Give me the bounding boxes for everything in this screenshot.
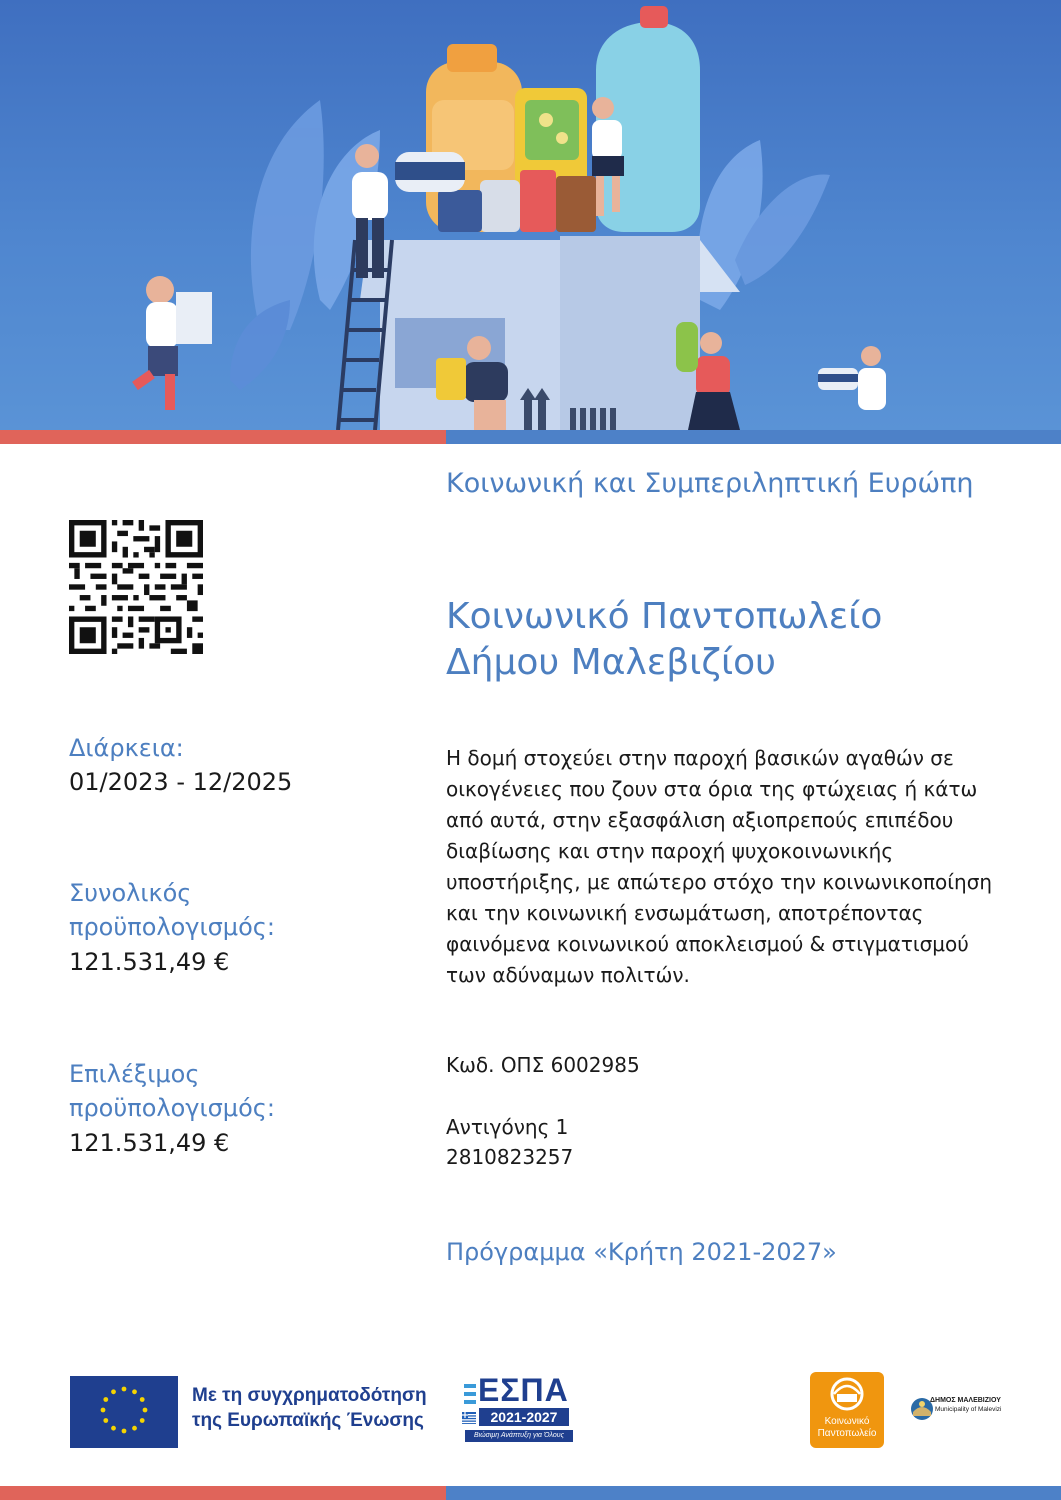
program-name: Πρόγραμμα «Κρήτη 2021-2027» xyxy=(446,1238,837,1266)
main-title-line2: Δήμου Μαλεβιζίου xyxy=(446,642,776,683)
main-title xyxy=(446,594,1046,686)
greek-flag-icon xyxy=(462,1412,476,1424)
espa-logo-title: ΕΣΠΑ xyxy=(478,1372,569,1408)
eu-cofunding-text xyxy=(192,1383,427,1433)
social-grocery-logo-text xyxy=(810,1416,884,1440)
eu-text-line2: της Ευρωπαϊκής Ένωσης xyxy=(192,1410,424,1431)
top-band-blue xyxy=(446,430,1061,444)
duration-label: Διάρκεια: xyxy=(69,734,184,762)
total-budget-label-line2: προϋπολογισμός: xyxy=(69,913,275,941)
store-logo-line2: Παντοπωλείο xyxy=(817,1428,877,1439)
eligible-budget-label-line2: προϋπολογισμός: xyxy=(69,1094,275,1122)
qr-code[interactable] xyxy=(69,520,203,654)
food-donation-illustration xyxy=(0,0,1061,430)
eligible-budget-label-line1: Επιλέξιμος xyxy=(69,1060,200,1088)
ops-code: Κωδ. ΟΠΣ 6002985 xyxy=(446,1053,640,1077)
phone-number[interactable]: 2810823257 xyxy=(446,1145,574,1169)
total-budget-label-line1: Συνολικός xyxy=(69,879,192,907)
espa-years: 2021-2027 xyxy=(479,1408,569,1426)
hero-illustration xyxy=(0,0,1061,430)
espa-tagline: Βιώσιμη Ανάπτυξη για Όλους xyxy=(465,1430,573,1442)
eu-text-line1: Με τη συγχρηματοδότηση xyxy=(192,1385,427,1406)
top-band-red xyxy=(0,430,446,444)
address: Αντιγόνης 1 xyxy=(446,1115,569,1139)
municipality-subtitle: Municipality of Malevizi xyxy=(935,1406,1002,1413)
municipality-title: ΔΗΜΟΣ ΜΑΛΕΒΙΖΙΟΥ xyxy=(930,1397,1001,1404)
eu-flag-icon xyxy=(70,1376,178,1448)
bottom-band-red xyxy=(0,1486,446,1500)
total-budget-value: 121.531,49 € xyxy=(69,948,230,976)
espa-bars-icon xyxy=(462,1380,476,1410)
duration-value: 01/2023 - 12/2025 xyxy=(69,768,293,796)
main-title-line1: Κοινωνικό Παντοπωλείο xyxy=(446,596,883,637)
section-title: Κοινωνική και Συμπεριληπτική Ευρώπη xyxy=(446,468,974,499)
bottom-band-blue xyxy=(446,1486,1061,1500)
store-logo-line1: Κοινωνικό xyxy=(824,1416,870,1427)
project-description: Η δομή στοχεύει στην παροχή βασικών αγαθών σε οικογένειες που ζουν στα όρια της φτώχειας ή κάτω από αυτά, στην εξασφάλιση αξιοπρεπούς επιπέδου διαβίωσης και στην παροχή ψυχοκοινωνικής υποστήριξης, με απώτερο στόχο την κοινωνικοποίηση και την κοινωνική ενσωμάτωση, αποτρέποντας φαινόμενα κοινωνικού αποκλεισμού & στιγματισμού των αδύναμων πολιτών. xyxy=(446,746,993,987)
eligible-budget-value: 121.531,49 € xyxy=(69,1129,230,1157)
grocery-basket-icon xyxy=(810,1372,884,1412)
